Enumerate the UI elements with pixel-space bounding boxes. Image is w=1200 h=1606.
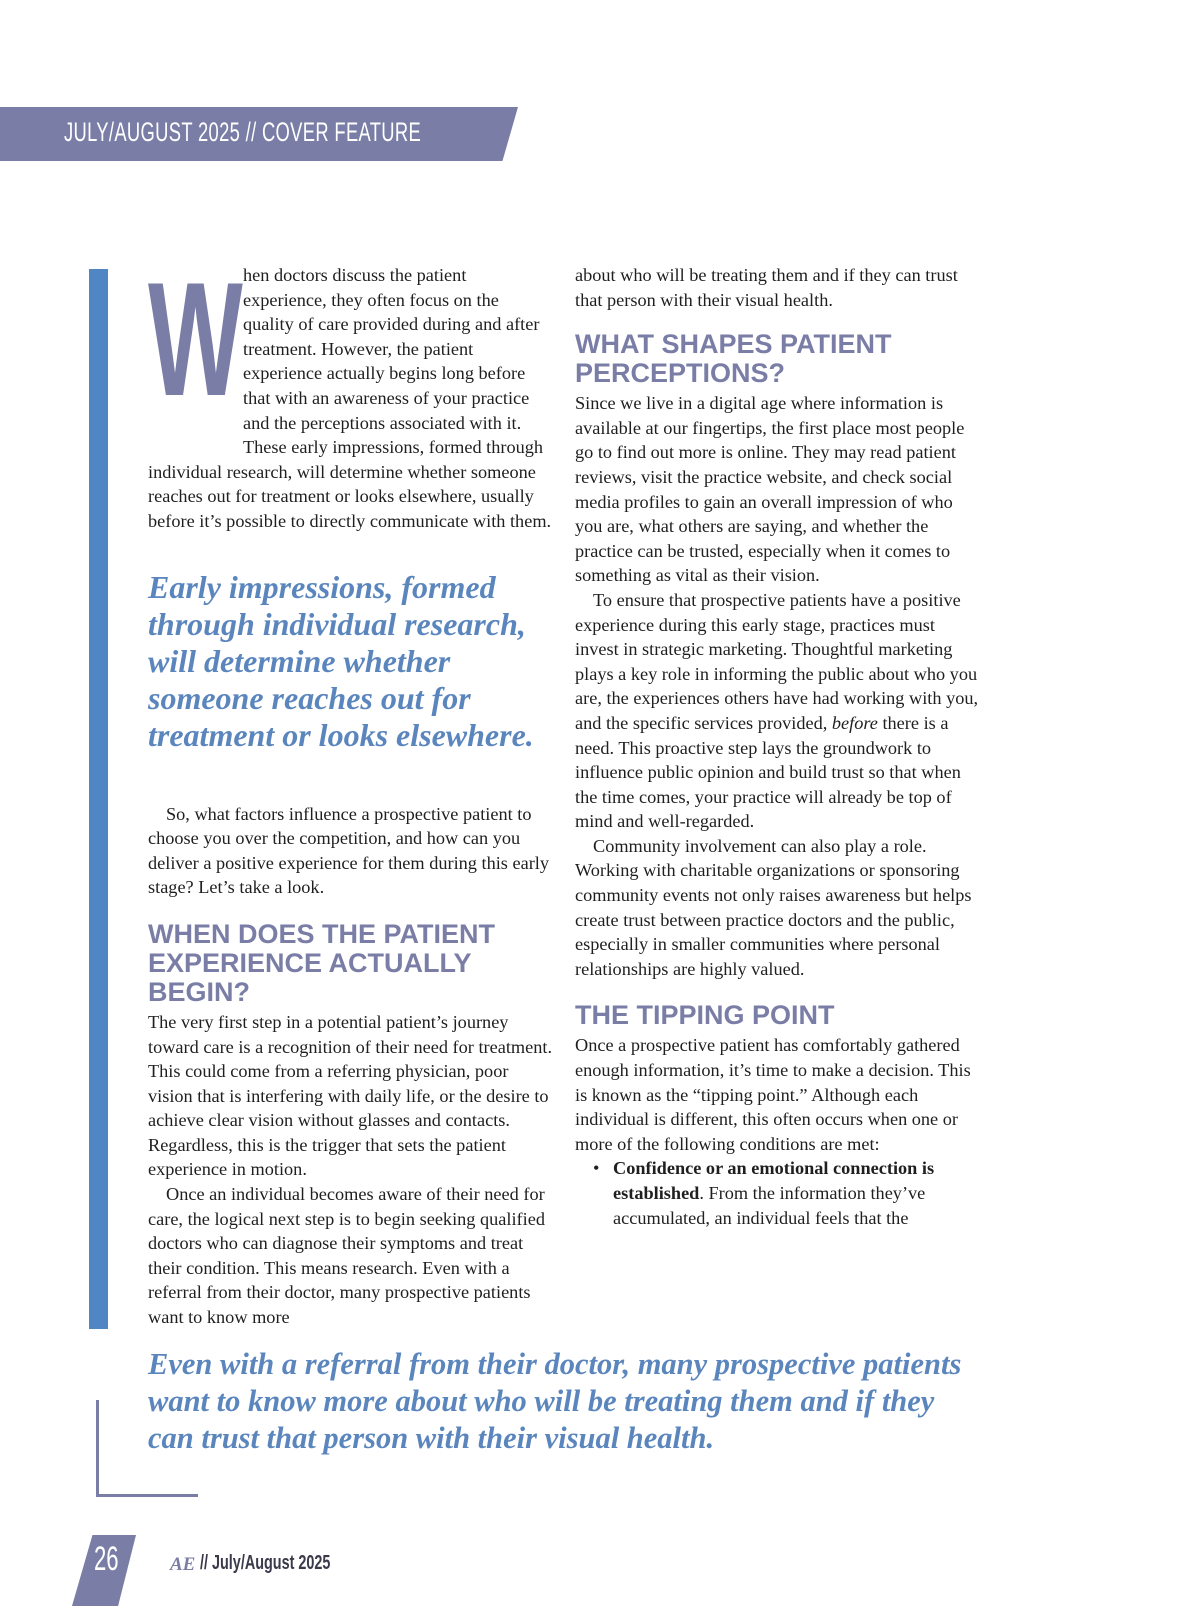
bottom-pull-quote: Even with a referral from their doctor, many prospective patients want to know more about who will be treating them and if they can trust that person with their visual health.	[148, 1347, 962, 1455]
factors-paragraph: So, what factors influence a prospective patient to choose you over the competition, and how can you deliver a positive experience for them during this early stage? Let’s take a look.	[148, 803, 550, 898]
footer-brand-logo: AE	[170, 1554, 196, 1575]
drop-cap: W	[148, 249, 243, 430]
bullet-text: . From the information they’ve accumulated, an individual feels that the	[613, 1183, 926, 1228]
bullet-icon: •	[593, 1158, 600, 1179]
conditions-list	[575, 1156, 980, 1230]
continued-paragraph: about who will be treating them and if they can trust that person with their visual health.	[575, 265, 958, 310]
community-paragraph: Community involvement can also play a role. Working with charitable organizations or sponsoring community events not only raises awareness but helps create trust between practice doctors and the public, especially in smaller communities where personal relationships are highly valued.	[575, 835, 972, 979]
heading-experience-begin: WHEN DOES THE PATIENT EXPERIENCE ACTUALLY BEGIN?	[148, 918, 496, 1007]
marketing-text-end: there is a need. This proactive step lays the groundwork to influence public opinion and build trust so that when the time comes, your practice will already be top of mind and well-regarded.	[575, 712, 961, 832]
marketing-paragraph	[575, 588, 980, 834]
page-number: 26	[94, 1540, 119, 1578]
first-step-paragraph: The very first step in a potential patient’s journey toward care is a recognition of their need for treatment. This could come from a referring physician, poor vision that is interfering with daily life, or the desire to achieve clear vision without glasses and contacts. Regardless, this is the trigger that sets the patient experience in motion.	[148, 1011, 553, 1180]
marketing-text-start: To ensure that prospective patients have a positive experience during this early stage, practices must invest in strategic marketing. Thoughtful marketing plays a key role in informing the public about who you are, the experiences others have had working with you, and the specific services provided,	[575, 589, 979, 733]
right-column	[575, 263, 980, 1230]
left-column	[148, 249, 553, 1330]
section-label: JULY/AUGUST 2025 // COVER FEATURE	[64, 117, 422, 147]
intro-paragraph	[148, 249, 553, 534]
pull-quote: Early impressions, formed through individual research, will determine whether someone reaches out for treatment or looks elsewhere.	[148, 568, 534, 753]
intro-text: hen doctors discuss the patient experience, they often focus on the quality of care provided during and after treatment. However, the patient experience actually begins long before that with an awareness of your practice and the perceptions associated with it. These early impressions, formed through individual research, will determine whether someone reaches out for treatment or looks elsewhere, usually before it’s possible to directly communicate with them.	[148, 265, 552, 531]
tipping-paragraph: Once a prospective patient has comfortably gathered enough information, it’s time to make a decision. This is known as the “tipping point.” Although each individual is different, this often occurs when one or more of the following conditions are met:	[575, 1035, 971, 1154]
bullet-bold-text: Confidence or an emotional connection is established	[613, 1158, 935, 1203]
digital-paragraph: Since we live in a digital age where information is available at our fingertips, the first place most people go to find out more is online. They may read patient reviews, visit the practice website, and check social media profiles to gain an overall impression of who you are, what others are saying, and whether the practice can be trusted, especially when it comes to something as vital as their vision.	[575, 393, 965, 586]
footer-issue-date: // July/August 2025	[200, 1552, 331, 1574]
aware-paragraph: Once an individual becomes aware of their need for care, the logical next step is to begin seeking qualified doctors who can diagnose their symptoms and treat their condition. This means research. Even with a referral from their doctor, many prospective patients want to know more	[148, 1184, 545, 1328]
list-item	[593, 1156, 980, 1230]
quote-bracket-horizontal	[96, 1494, 198, 1497]
heading-tipping-point: THE TIPPING POINT	[575, 1000, 835, 1031]
heading-patient-perceptions: WHAT SHAPES PATIENT PERCEPTIONS?	[575, 329, 892, 389]
marketing-emphasis: before	[831, 712, 878, 733]
left-accent-rule	[89, 269, 108, 1329]
quote-bracket-vertical	[96, 1400, 99, 1497]
